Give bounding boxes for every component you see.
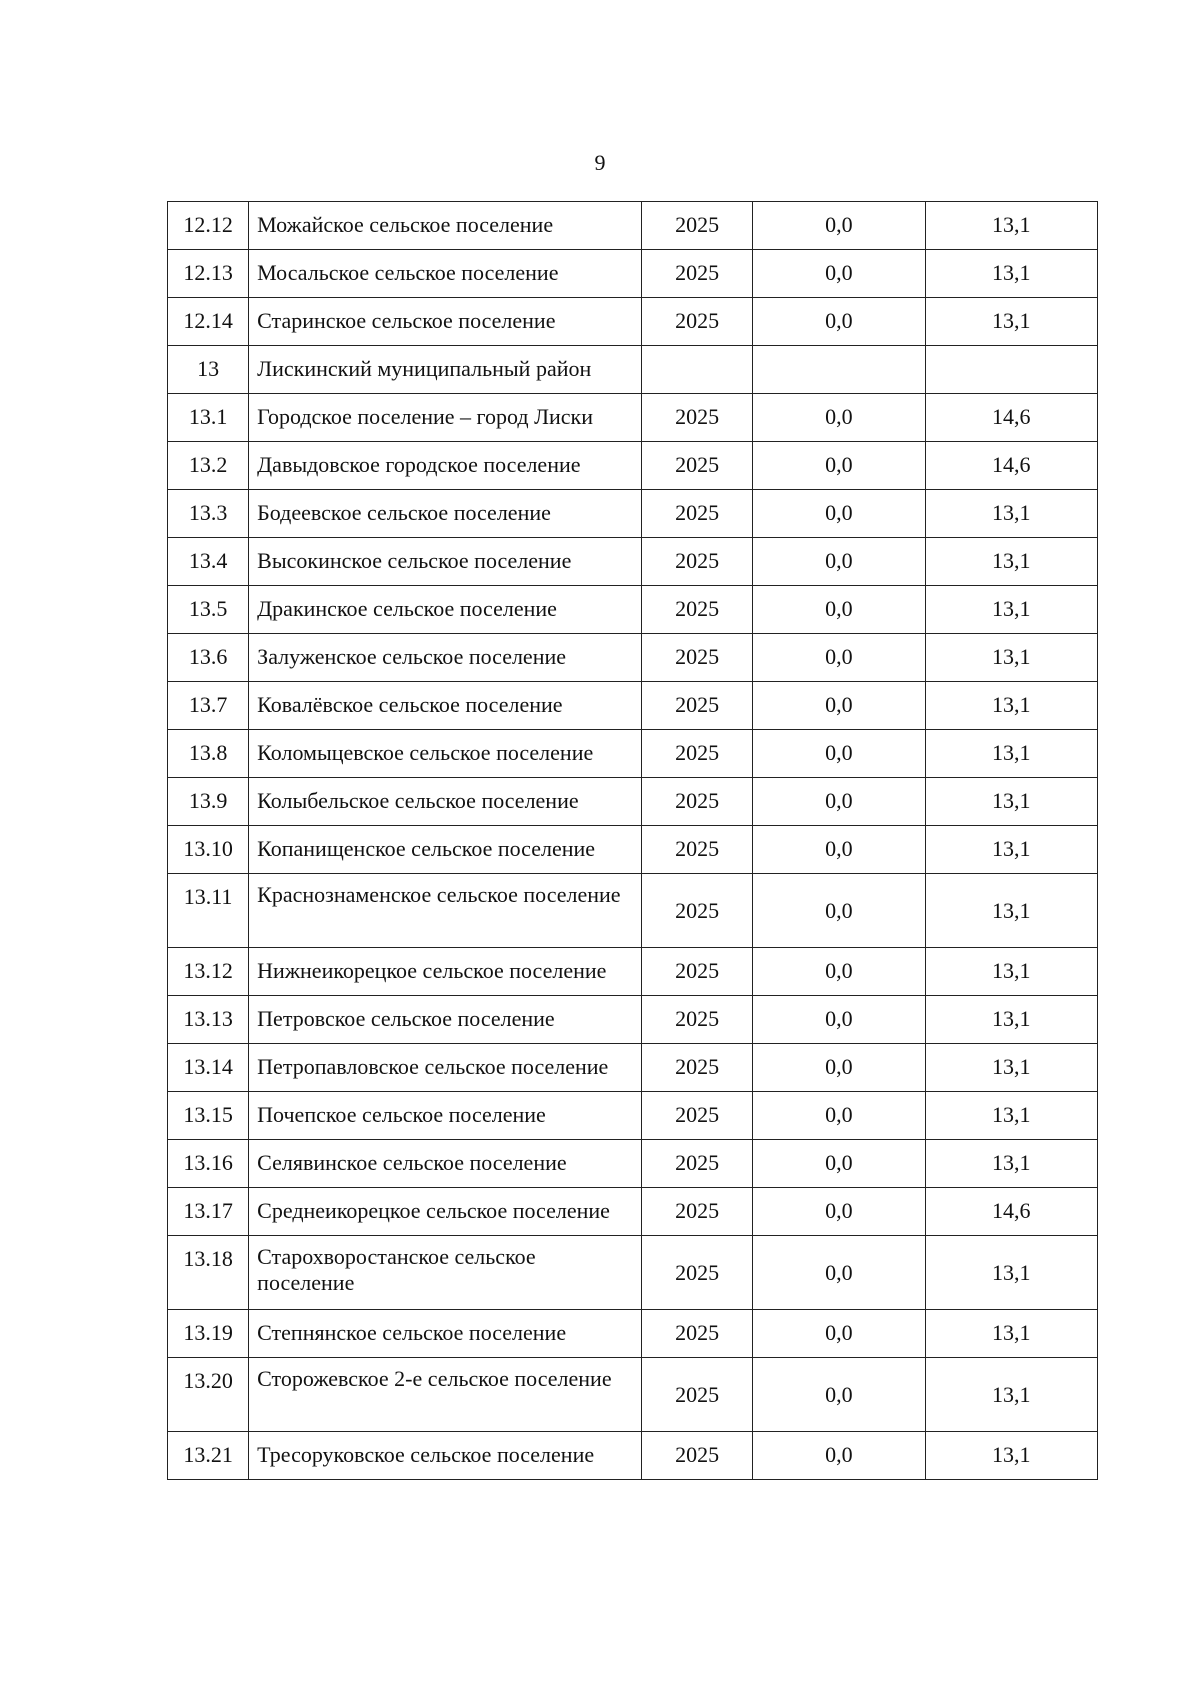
- year-cell: 2025: [642, 250, 753, 298]
- row-number: 13.14: [168, 1044, 249, 1092]
- year-cell: 2025: [642, 996, 753, 1044]
- value-1-cell: [753, 346, 925, 394]
- year-cell: [642, 346, 753, 394]
- table-row: [168, 298, 1098, 346]
- value-2-cell: 13,1: [925, 586, 1097, 634]
- row-number: 13.13: [168, 996, 249, 1044]
- settlement-name: Колыбельское сельское поселение: [249, 778, 642, 826]
- settlement-name: Залуженское сельское поселение: [249, 634, 642, 682]
- table-row: [168, 586, 1098, 634]
- row-number: 13.12: [168, 948, 249, 996]
- value-1-cell: 0,0: [753, 490, 925, 538]
- value-1-cell: 0,0: [753, 682, 925, 730]
- value-1-cell: 0,0: [753, 1188, 925, 1236]
- year-cell: 2025: [642, 490, 753, 538]
- value-2-cell: 13,1: [925, 202, 1097, 250]
- settlement-name: Ковалёвское сельское поселение: [249, 682, 642, 730]
- settlement-name: Петровское сельское поселение: [249, 996, 642, 1044]
- value-2-cell: 13,1: [925, 1236, 1097, 1310]
- year-cell: 2025: [642, 442, 753, 490]
- settlement-name: Давыдовское городское поселение: [249, 442, 642, 490]
- year-cell: 2025: [642, 826, 753, 874]
- settlement-name: Петропавловское сельское поселение: [249, 1044, 642, 1092]
- table-row: [168, 874, 1098, 948]
- value-1-cell: 0,0: [753, 1358, 925, 1432]
- value-2-cell: 13,1: [925, 1310, 1097, 1358]
- district-name: Лискинский муниципальный район: [249, 346, 642, 394]
- settlement-name: Мосальское сельское поселение: [249, 250, 642, 298]
- value-1-cell: 0,0: [753, 442, 925, 490]
- year-cell: 2025: [642, 1236, 753, 1310]
- year-cell: 2025: [642, 874, 753, 948]
- value-2-cell: 13,1: [925, 874, 1097, 948]
- row-number: 13.9: [168, 778, 249, 826]
- value-2-cell: 13,1: [925, 1432, 1097, 1480]
- row-number: 13: [168, 346, 249, 394]
- value-1-cell: 0,0: [753, 778, 925, 826]
- table-row: [168, 948, 1098, 996]
- value-2-cell: 13,1: [925, 538, 1097, 586]
- value-2-cell: 14,6: [925, 1188, 1097, 1236]
- row-number: 13.20: [168, 1358, 249, 1432]
- value-2-cell: 13,1: [925, 778, 1097, 826]
- value-2-cell: 13,1: [925, 948, 1097, 996]
- value-1-cell: 0,0: [753, 730, 925, 778]
- year-cell: 2025: [642, 1188, 753, 1236]
- value-1-cell: 0,0: [753, 1310, 925, 1358]
- value-1-cell: 0,0: [753, 634, 925, 682]
- value-1-cell: 0,0: [753, 948, 925, 996]
- year-cell: 2025: [642, 394, 753, 442]
- settlement-name: Высокинское сельское поселение: [249, 538, 642, 586]
- year-cell: 2025: [642, 634, 753, 682]
- value-1-cell: 0,0: [753, 394, 925, 442]
- row-number: 13.11: [168, 874, 249, 948]
- year-cell: 2025: [642, 948, 753, 996]
- settlement-name: Старинское сельское поселение: [249, 298, 642, 346]
- table-row: [168, 682, 1098, 730]
- row-number: 13.1: [168, 394, 249, 442]
- row-number: 13.4: [168, 538, 249, 586]
- table-row: [168, 202, 1098, 250]
- value-2-cell: 13,1: [925, 490, 1097, 538]
- settlement-name: Среднеикорецкое сельское поселение: [249, 1188, 642, 1236]
- row-number: 13.21: [168, 1432, 249, 1480]
- year-cell: 2025: [642, 730, 753, 778]
- year-cell: 2025: [642, 538, 753, 586]
- year-cell: 2025: [642, 1092, 753, 1140]
- year-cell: 2025: [642, 298, 753, 346]
- settlement-name: Дракинское сельское поселение: [249, 586, 642, 634]
- value-2-cell: 13,1: [925, 826, 1097, 874]
- row-number: 12.14: [168, 298, 249, 346]
- settlement-name: Почепское сельское поселение: [249, 1092, 642, 1140]
- settlement-name: Городское поселение – город Лиски: [249, 394, 642, 442]
- settlement-name: Тресоруковское сельское поселение: [249, 1432, 642, 1480]
- row-number: 13.3: [168, 490, 249, 538]
- value-1-cell: 0,0: [753, 586, 925, 634]
- value-1-cell: 0,0: [753, 1044, 925, 1092]
- settlement-name: Бодеевское сельское поселение: [249, 490, 642, 538]
- value-2-cell: [925, 346, 1097, 394]
- year-cell: 2025: [642, 682, 753, 730]
- table-row: [168, 490, 1098, 538]
- year-cell: 2025: [642, 202, 753, 250]
- settlements-table: [167, 201, 1098, 1480]
- page-number: 9: [594, 150, 606, 175]
- value-2-cell: 13,1: [925, 1140, 1097, 1188]
- table-row: [168, 1140, 1098, 1188]
- value-2-cell: 14,6: [925, 394, 1097, 442]
- settlement-name: Нижнеикорецкое сельское поселение: [249, 948, 642, 996]
- settlement-name: Коломыцевское сельское поселение: [249, 730, 642, 778]
- value-2-cell: 13,1: [925, 1358, 1097, 1432]
- row-number: 13.18: [168, 1236, 249, 1310]
- value-1-cell: 0,0: [753, 1432, 925, 1480]
- table-body: [168, 202, 1098, 1480]
- value-1-cell: 0,0: [753, 202, 925, 250]
- row-number: 13.8: [168, 730, 249, 778]
- value-1-cell: 0,0: [753, 1236, 925, 1310]
- table-row: [168, 1188, 1098, 1236]
- table-row: [168, 1358, 1098, 1432]
- settlement-name: Степнянское сельское поселение: [249, 1310, 642, 1358]
- value-1-cell: 0,0: [753, 1092, 925, 1140]
- settlement-name: Краснознаменское сельское поселение: [249, 874, 642, 948]
- value-1-cell: 0,0: [753, 826, 925, 874]
- table-row-district: [168, 346, 1098, 394]
- row-number: 12.12: [168, 202, 249, 250]
- row-number: 13.15: [168, 1092, 249, 1140]
- settlement-name: Можайское сельское поселение: [249, 202, 642, 250]
- table-row: [168, 1044, 1098, 1092]
- value-2-cell: 13,1: [925, 682, 1097, 730]
- table-row: [168, 996, 1098, 1044]
- row-number: 13.6: [168, 634, 249, 682]
- year-cell: 2025: [642, 1310, 753, 1358]
- value-1-cell: 0,0: [753, 1140, 925, 1188]
- table-row: [168, 778, 1098, 826]
- table-row: [168, 442, 1098, 490]
- row-number: 13.5: [168, 586, 249, 634]
- table-row: [168, 250, 1098, 298]
- table-row: [168, 538, 1098, 586]
- row-number: 12.13: [168, 250, 249, 298]
- value-2-cell: 14,6: [925, 442, 1097, 490]
- row-number: 13.10: [168, 826, 249, 874]
- table-row: [168, 1432, 1098, 1480]
- table-row: [168, 1092, 1098, 1140]
- row-number: 13.17: [168, 1188, 249, 1236]
- value-2-cell: 13,1: [925, 1092, 1097, 1140]
- table-row: [168, 1310, 1098, 1358]
- value-2-cell: 13,1: [925, 1044, 1097, 1092]
- table-row: [168, 394, 1098, 442]
- value-1-cell: 0,0: [753, 250, 925, 298]
- value-2-cell: 13,1: [925, 298, 1097, 346]
- value-2-cell: 13,1: [925, 634, 1097, 682]
- row-number: 13.16: [168, 1140, 249, 1188]
- table-row: [168, 634, 1098, 682]
- value-1-cell: 0,0: [753, 298, 925, 346]
- year-cell: 2025: [642, 778, 753, 826]
- settlement-name: Селявинское сельское поселение: [249, 1140, 642, 1188]
- value-2-cell: 13,1: [925, 730, 1097, 778]
- row-number: 13.19: [168, 1310, 249, 1358]
- row-number: 13.2: [168, 442, 249, 490]
- table-row: [168, 730, 1098, 778]
- value-1-cell: 0,0: [753, 538, 925, 586]
- year-cell: 2025: [642, 1432, 753, 1480]
- year-cell: 2025: [642, 586, 753, 634]
- table-row: [168, 1236, 1098, 1310]
- value-2-cell: 13,1: [925, 996, 1097, 1044]
- value-2-cell: 13,1: [925, 250, 1097, 298]
- settlement-name: Старохворостанское сельское поселение: [249, 1236, 642, 1310]
- table-row: [168, 826, 1098, 874]
- settlement-name: Сторожевское 2-е сельское поселение: [249, 1358, 642, 1432]
- value-1-cell: 0,0: [753, 874, 925, 948]
- row-number: 13.7: [168, 682, 249, 730]
- year-cell: 2025: [642, 1358, 753, 1432]
- value-1-cell: 0,0: [753, 996, 925, 1044]
- year-cell: 2025: [642, 1140, 753, 1188]
- year-cell: 2025: [642, 1044, 753, 1092]
- settlement-name: Копанищенское сельское поселение: [249, 826, 642, 874]
